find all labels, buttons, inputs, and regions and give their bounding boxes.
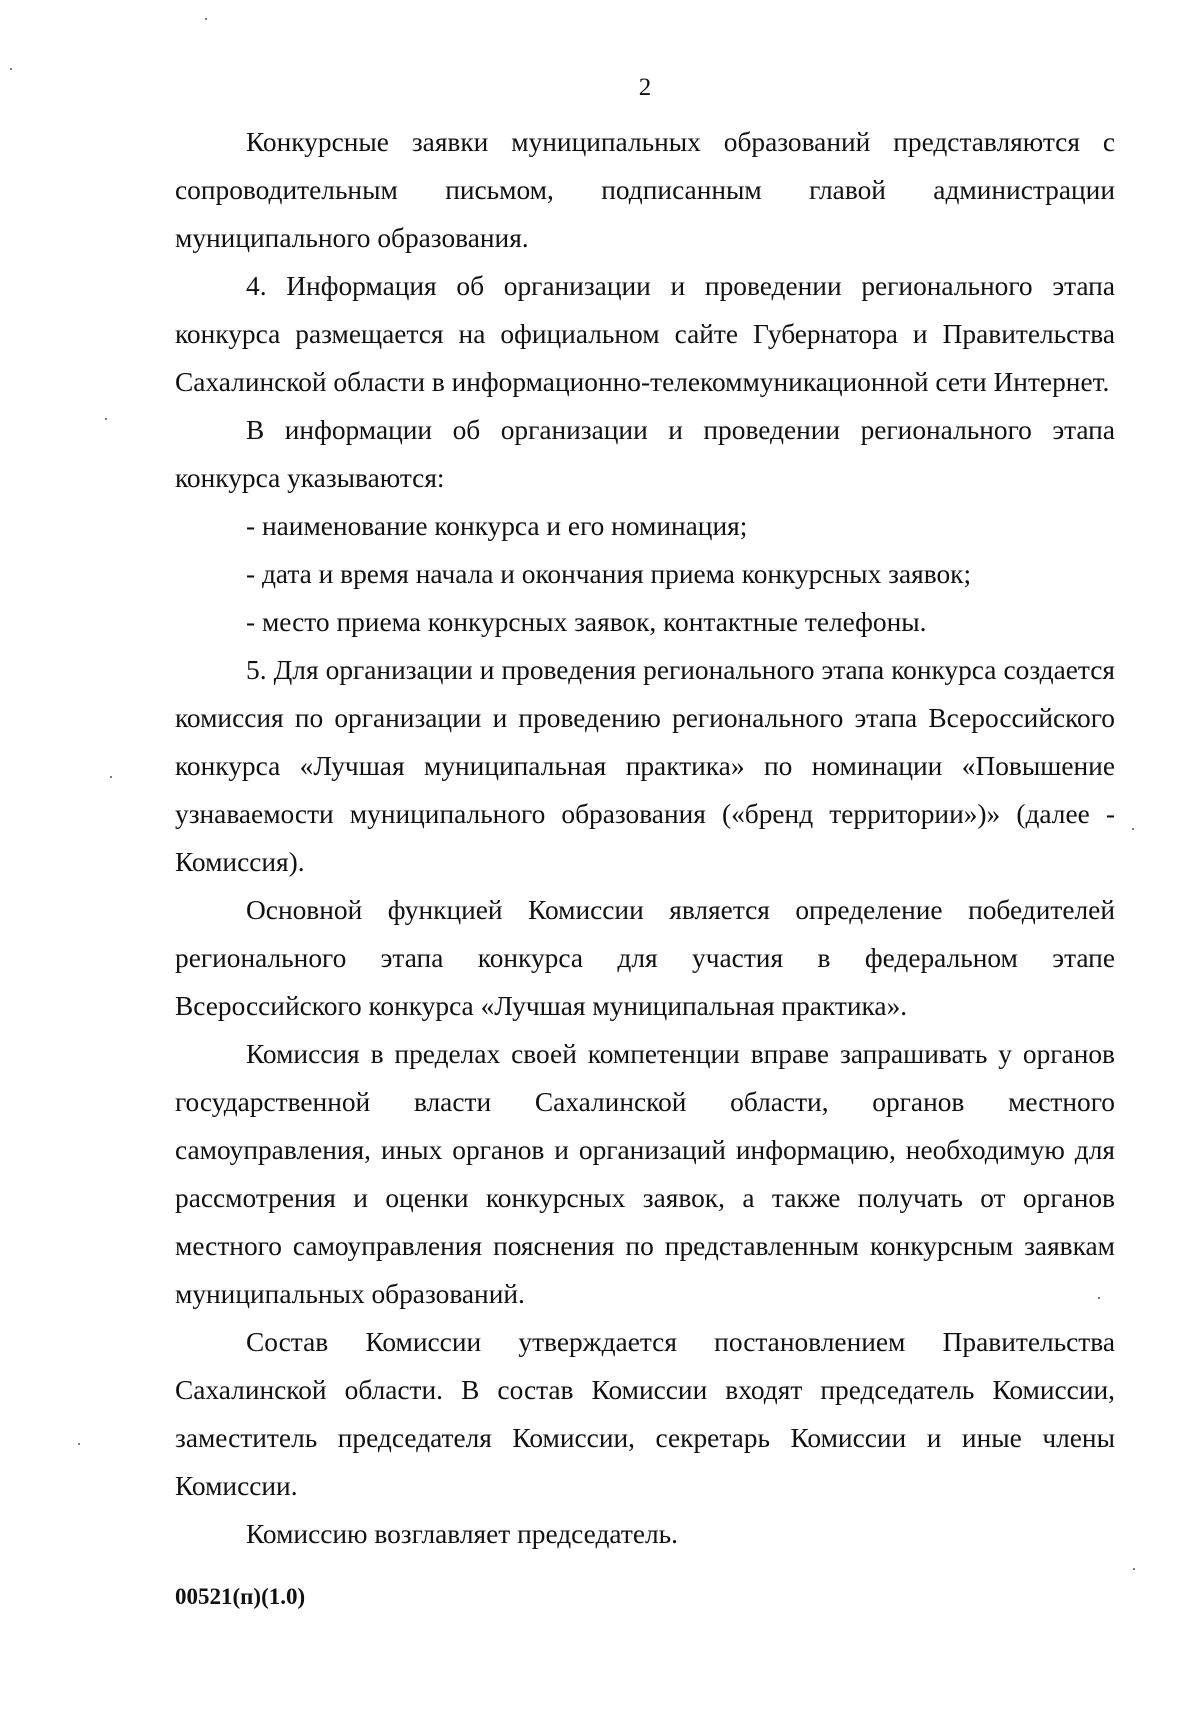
paragraph-information-placement: 4. Информация об организации и проведении регионального этапа конкурса размещается на официальном сайте Губернатора и Правительства Сахалинской области в информационно-телекоммуникационной сети Интернет. (175, 271, 1115, 397)
scan-speck (105, 418, 107, 420)
list-item-name: - наименование конкурса и его номинация; (246, 511, 748, 541)
scan-speck (78, 1443, 80, 1445)
document-code: 00521(п)(1.0) (175, 1584, 306, 1609)
paragraph-commission-function: Основной функцией Комиссии является определение победителей регионального этапа конкурса для участия в федеральном этапе Всероссийского конкурса «Лучшая муниципальная практика». (175, 895, 1115, 1021)
document-body (175, 118, 1115, 1558)
list-item-dates: - дата и время начала и окончания приема конкурсных заявок; (246, 559, 972, 589)
paragraph-submission: Конкурсные заявки муниципальных образований представляются с сопроводительным письмом, подписанным главой администрации муниципального образования. (175, 127, 1115, 253)
scan-speck (1133, 1568, 1135, 1570)
page-number: 2 (638, 74, 652, 101)
scan-speck (1098, 1297, 1100, 1299)
scan-speck (1132, 828, 1134, 830)
paragraph-information-contents: В информации об организации и проведении регионального этапа конкурса указываются: (175, 415, 1115, 493)
scan-speck (205, 18, 207, 20)
paragraph-commission-head: Комиссию возглавляет председатель. (246, 1519, 678, 1549)
scan-speck (10, 68, 12, 70)
list-item-place: - место приема конкурсных заявок, контактные телефоны. (246, 607, 927, 637)
scan-speck (110, 776, 112, 778)
paragraph-commission-rights: Комиссия в пределах своей компетенции вправе запрашивать у органов государственной власти Сахалинской области, органов местного самоуправления, иных органов и организаций информацию, необходимую для рассмотрения и оценки конкурсных заявок, а также получать от органов местного самоуправления пояснения по представленным конкурсным заявкам муниципальных образований. (175, 1039, 1115, 1309)
paragraph-commission-composition: Состав Комиссии утверждается постановлением Правительства Сахалинской области. В состав Комиссии входят председатель Комиссии, заместитель председателя Комиссии, секретарь Комиссии и иные члены Комиссии. (175, 1327, 1115, 1501)
paragraph-commission-created: 5. Для организации и проведения регионального этапа конкурса создается комиссия по организации и проведению регионального этапа Всероссийского конкурса «Лучшая муниципальная практика» по номинации «Повышение узнаваемости муниципального образования («бренд территории»)» (далее - Комиссия). (175, 655, 1115, 877)
